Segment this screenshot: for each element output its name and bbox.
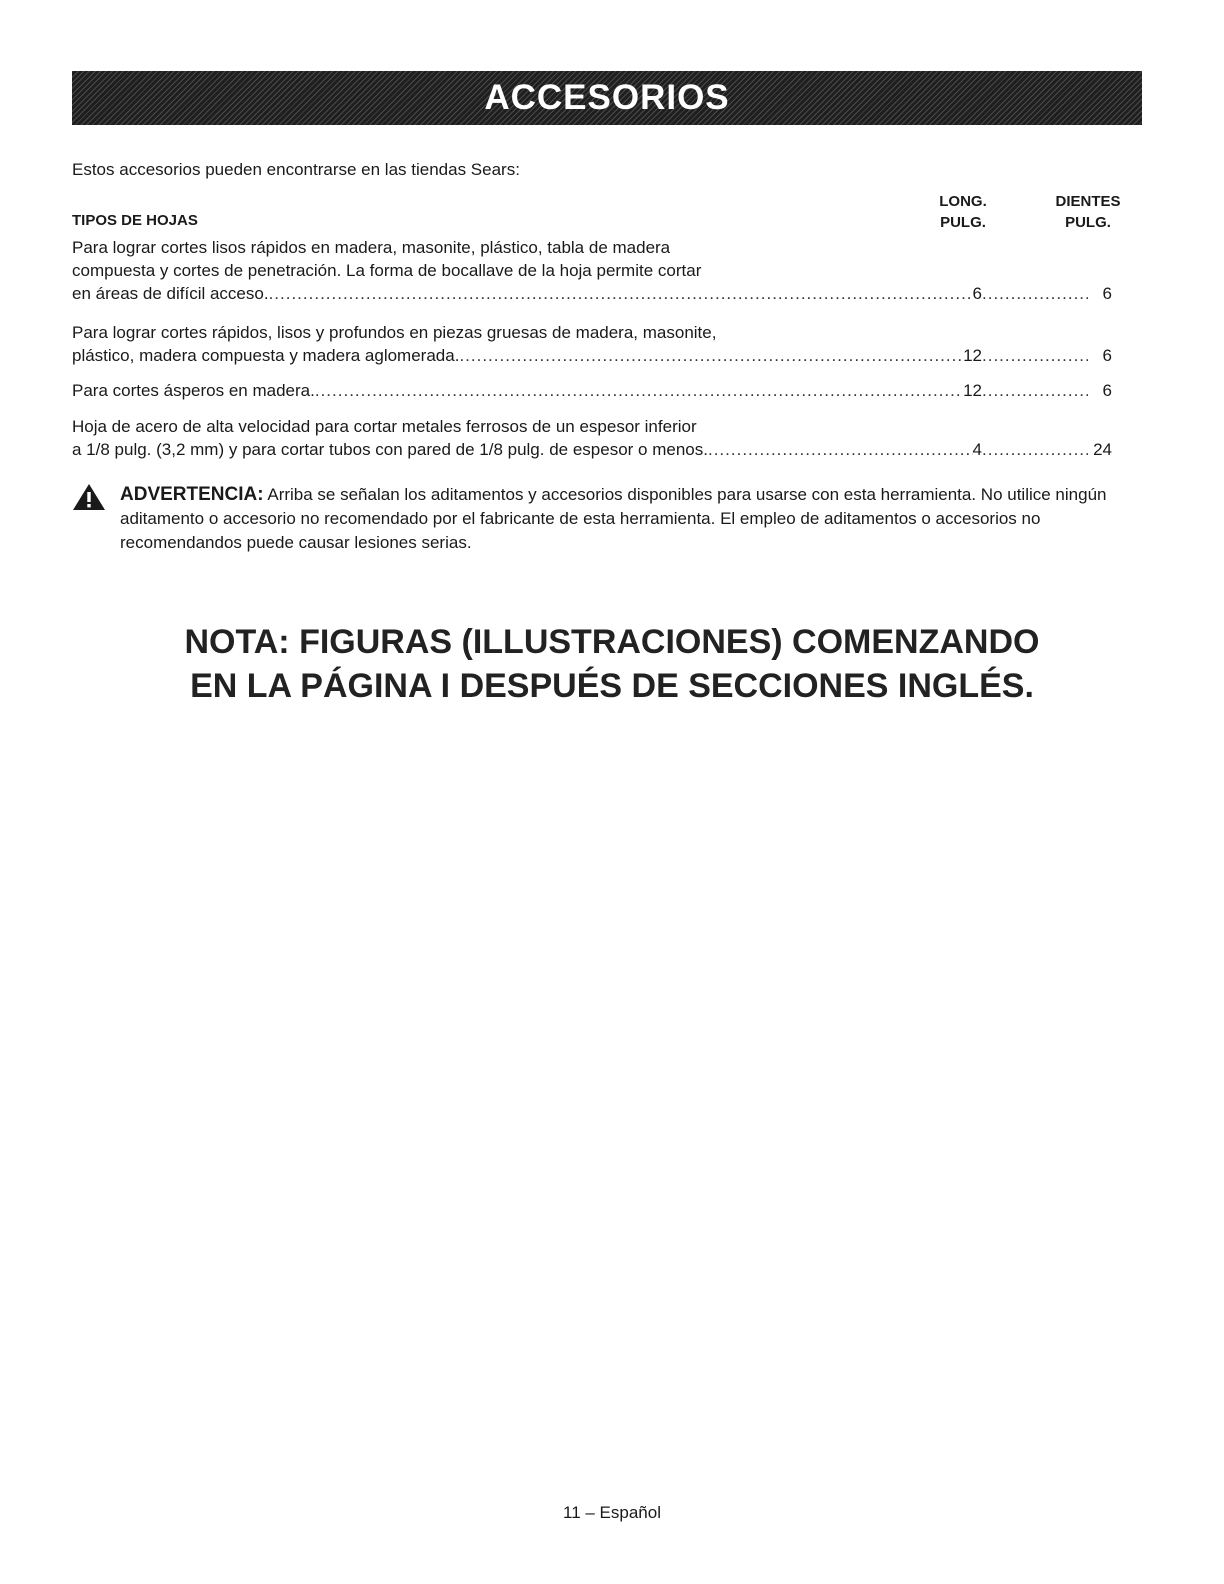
row-description-line: Para cortes ásperos en madera.: [72, 381, 315, 400]
row-description-line: Hoja de acero de alta velocidad para cortar metales ferrosos de un espesor inferior: [72, 417, 697, 436]
warning-block: [72, 483, 1132, 555]
row-description-line: Para lograr cortes lisos rápidos en madera, masonite, plástico, tabla de madera: [72, 238, 671, 257]
column-header-length: LONG. PULG.: [939, 193, 987, 231]
note-line: NOTA: FIGURAS (ILLUSTRACIONES) COMENZANDO: [184, 623, 1040, 661]
table-row: [72, 415, 1112, 461]
warning-text: [120, 483, 1132, 555]
dot-leader: [982, 282, 1088, 305]
dot-leader: [982, 379, 1088, 402]
section-banner: [72, 71, 1142, 125]
row-description-line: en áreas de difícil acceso.: [72, 284, 269, 303]
row-leader-line: [72, 282, 1112, 305]
row-leader-line: [72, 379, 1112, 402]
note-heading: [72, 620, 1152, 708]
row-description-line: plástico, madera compuesta y madera aglomerada.: [72, 346, 460, 365]
dot-leader: [269, 282, 973, 305]
row-length-value: 4: [972, 440, 982, 459]
dot-leader: [315, 379, 963, 402]
row-teeth-value: 6: [1102, 346, 1112, 365]
row-teeth-value: 6: [1102, 381, 1112, 400]
row-description-line: Para lograr cortes rápidos, lisos y profundos en piezas gruesas de madera, masonite,: [72, 323, 717, 342]
row-teeth-value: 24: [1093, 440, 1112, 459]
dot-leader: [982, 438, 1088, 461]
row-length-value: 12: [963, 381, 982, 400]
row-description-line: compuesta y cortes de penetración. La forma de bocallave de la hoja permite cortar: [72, 261, 702, 280]
row-length-value: 12: [963, 346, 982, 365]
table-row: [72, 236, 1112, 305]
page-title: ACCESORIOS: [484, 78, 730, 117]
row-length-value: 6: [972, 284, 982, 303]
table-row: [72, 379, 1112, 402]
row-teeth-value: 6: [1102, 284, 1112, 303]
dot-leader: [982, 344, 1088, 367]
row-leader-line: [72, 344, 1112, 367]
page-number: 11 – Español: [563, 1503, 661, 1522]
intro-text: Estos accesorios pueden encontrarse en las tiendas Sears:: [72, 160, 520, 179]
dot-leader: [708, 438, 973, 461]
warning-label: ADVERTENCIA:: [120, 484, 264, 505]
table-row: [72, 321, 1112, 367]
note-line: EN LA PÁGINA I DESPUÉS DE SECCIONES INGLÉS.: [190, 667, 1034, 705]
column-header-teeth: DIENTES PULG.: [1055, 193, 1121, 231]
section-title: TIPOS DE HOJAS: [72, 212, 198, 229]
dot-leader: [459, 344, 963, 367]
warning-triangle-icon: [72, 483, 106, 511]
row-leader-line: [72, 438, 1112, 461]
warning-body: Arriba se señalan los aditamentos y accesorios disponibles para usarse con esta herramienta. No utilice ningún aditamento o accesorio no recomendado por el fabricante de esta herramienta. El empleo de aditamentos o accesorios no recomendandos puede causar lesiones serias.: [120, 485, 1107, 552]
row-description-line: a 1/8 pulg. (3,2 mm) y para cortar tubos con pared de 1/8 pulg. de espesor o menos.: [72, 440, 708, 459]
